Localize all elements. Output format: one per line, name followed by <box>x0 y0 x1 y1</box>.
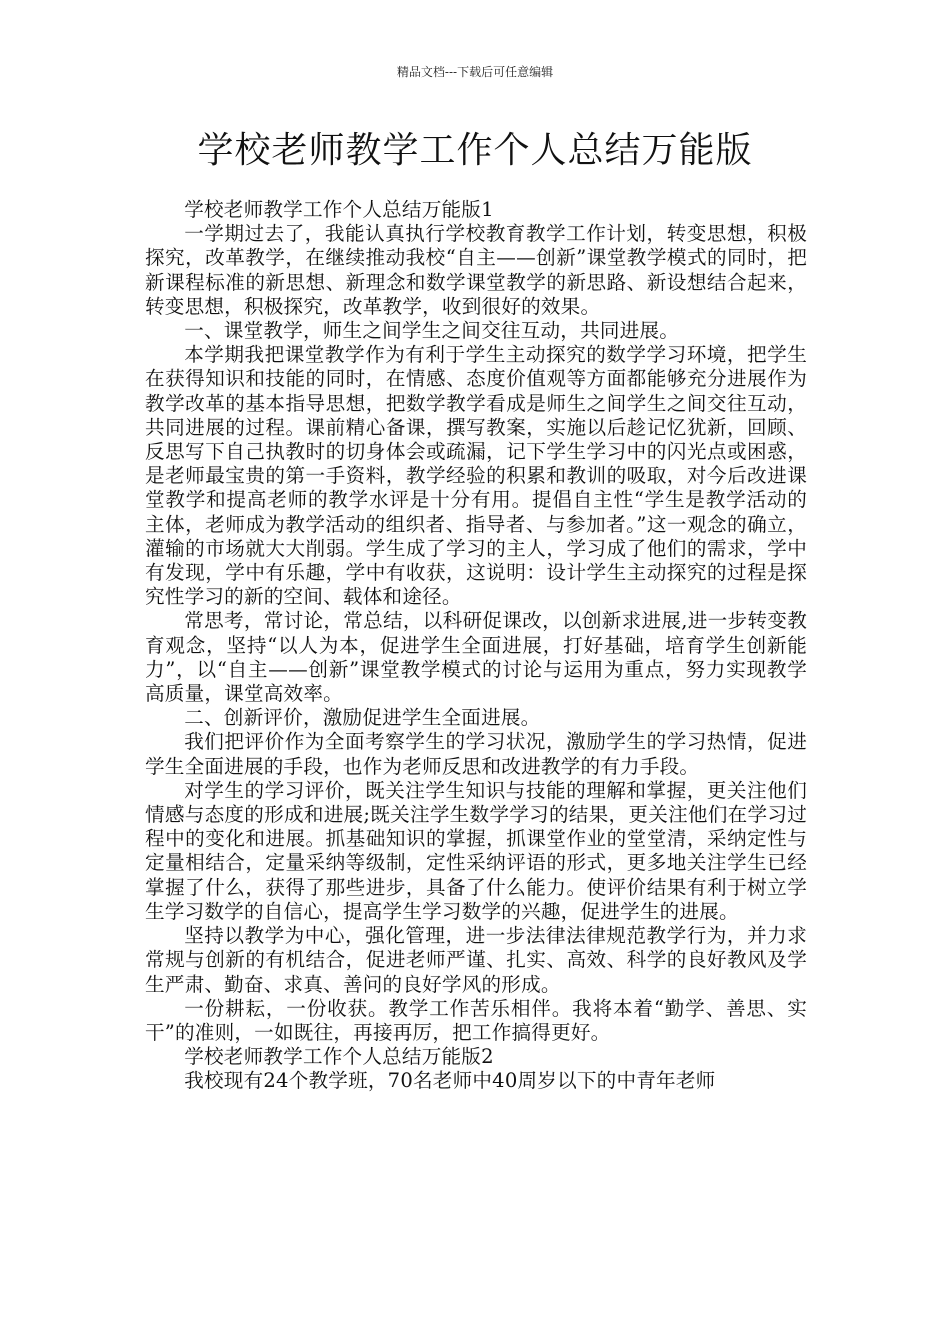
body-paragraph: 一份耕耘，一份收获。教学工作苦乐相伴。我将本着“勤学、善思、实干”的准则，一如既往，再接再厉，把工作搞得更好。 <box>145 996 807 1044</box>
body-paragraph: 本学期我把课堂教学作为有利于学生主动探究的数学学习环境，把学生在获得知识和技能的同时，在情感、态度价值观等方面都能够充分进展作为教学改革的基本指导思想，把数学教学看成是师生之间学生之间交往互动，共同进展的过程。课前精心备课，撰写教案，实施以后趁记忆犹新，回顾、反思写下自己执教时的切身体会或疏漏，记下学生学习中的闪光点或困惑，是老师最宝贵的第一手资料，教学经验的积累和教训的吸取，对今后改进课堂教学和提高老师的教学水评是十分有用。提倡自主性“学生是教学活动的主体，老师成为教学活动的组织者、指导者、与参加者。”这一观念的确立，灌输的市场就大大削弱。学生成了学习的主人，学习成了他们的需求，学中有发现，学中有乐趣，学中有收获，这说明：设计学生主动探究的过程是探究性学习的新的空间、载体和途径。 <box>145 343 807 609</box>
document-title: 学校老师教学工作个人总结万能版 <box>197 130 753 171</box>
body-paragraph: 我们把评价作为全面考察学生的学习状况，激励学生的学习热情，促进学生全面进展的手段，也作为老师反思和改进教学的有力手段。 <box>145 730 807 778</box>
document-body <box>145 198 807 1094</box>
page-header: 精品文档---下载后可任意编辑 <box>396 65 554 79</box>
body-paragraph: 对学生的学习评价，既关注学生知识与技能的理解和掌握，更关注他们情感与态度的形成和进展;既关注学生数学学习的结果，更关注他们在学习过程中的变化和进展。抓基础知识的掌握，抓课堂作业的堂堂清，采纳定性与定量相结合，定量采纳等级制，定性采纳评语的形式，更多地关注学生已经掌握了什么，获得了那些进步，具备了什么能力。使评价结果有利于树立学生学习数学的自信心，提高学生学习数学的兴趣，促进学生的进展。 <box>145 778 807 923</box>
body-paragraph: 一学期过去了，我能认真执行学校教育教学工作计划，转变思想，积极探究，改革教学，在继续推动我校“自主——创新”课堂教学模式的同时，把新课程标准的新思想、新理念和数学课堂教学的新思路、新设想结合起来，转变思想，积极探究，改革教学，收到很好的效果。 <box>145 222 807 318</box>
body-paragraph: 坚持以教学为中心，强化管理，进一步法律法律规范教学行为，并力求常规与创新的有机结合，促进老师严谨、扎实、高效、科学的良好教风及学生严肃、勤奋、求真、善问的良好学风的形成。 <box>145 924 807 996</box>
subheading-innovative-evaluation: 二、创新评价，激励促进学生全面进展。 <box>184 706 541 730</box>
section-heading-2: 学校老师教学工作个人总结万能版2 <box>184 1045 494 1069</box>
section-heading-1: 学校老师教学工作个人总结万能版1 <box>184 198 494 221</box>
subheading-classroom-teaching: 一、课堂教学，师生之间学生之间交往互动，共同进展。 <box>184 319 680 343</box>
body-paragraph: 我校现有24个教学班，70名老师中40周岁以下的中青年老师 <box>184 1069 716 1093</box>
body-paragraph: 常思考，常讨论，常总结，以科研促课改，以创新求进展,进一步转变教育观念，坚持“以人为本，促进学生全面进展，打好基础，培育学生创新能力”，以“自主——创新”课堂教学模式的讨论与运用为重点，努力实现教学高质量，课堂高效率。 <box>145 609 807 706</box>
